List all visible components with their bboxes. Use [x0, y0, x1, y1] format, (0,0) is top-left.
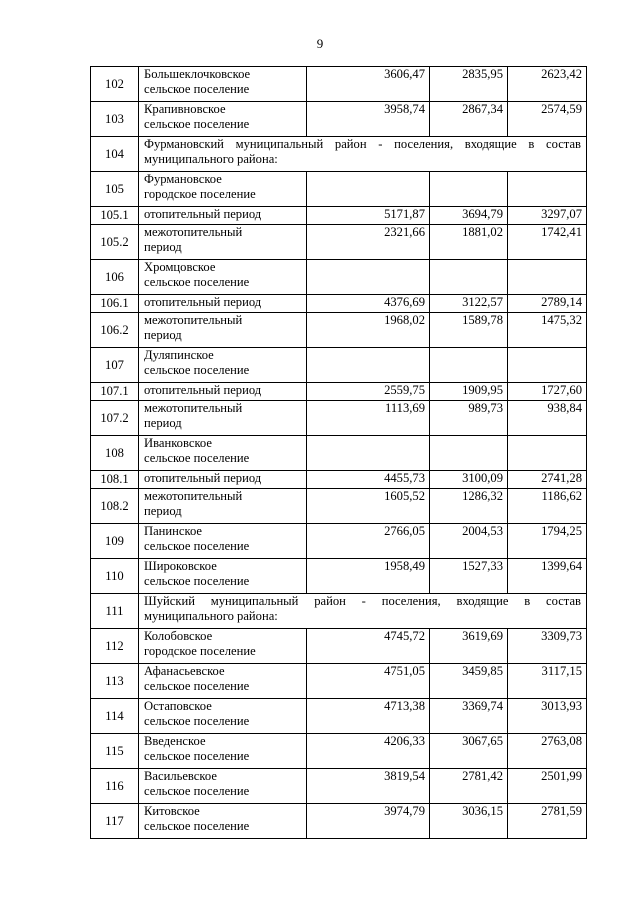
settlement-name-line: межотопительный: [144, 313, 243, 327]
settlement-name: [139, 804, 307, 839]
settlement-name-line: Остаповское: [144, 699, 212, 713]
district-heading: Шуйский муниципальный район - поселения, входящие в состав муниципального района:: [139, 594, 587, 629]
row-number: 117: [91, 804, 139, 839]
settlement-name-line: Колобовское: [144, 629, 213, 643]
table-row: [91, 559, 587, 594]
value-col-2: [430, 348, 508, 383]
row-number: 107: [91, 348, 139, 383]
settlement-name-line: сельское поселение: [144, 363, 250, 377]
value-col-2: 2004,53: [430, 524, 508, 559]
settlement-name-line: сельское поселение: [144, 275, 250, 289]
table-row: [91, 225, 587, 260]
value-col-3: 2741,28: [508, 471, 587, 489]
value-col-1: 3819,54: [307, 769, 430, 804]
value-col-2: 3100,09: [430, 471, 508, 489]
settlement-name: [139, 260, 307, 295]
settlement-name: [139, 664, 307, 699]
value-col-3: 1727,60: [508, 383, 587, 401]
value-col-3: 3297,07: [508, 207, 587, 225]
settlement-name-line: Иванковское: [144, 436, 212, 450]
value-col-2: 3459,85: [430, 664, 508, 699]
settlement-name: [139, 436, 307, 471]
value-col-1: 4455,73: [307, 471, 430, 489]
settlement-name-line: Введенское: [144, 734, 206, 748]
value-col-1: 4751,05: [307, 664, 430, 699]
settlement-name-line: сельское поселение: [144, 714, 250, 728]
settlement-name-line: период: [144, 416, 182, 430]
value-col-1: 2559,75: [307, 383, 430, 401]
row-number: 115: [91, 734, 139, 769]
row-number: 106.1: [91, 295, 139, 313]
value-col-1: 4376,69: [307, 295, 430, 313]
row-number: 109: [91, 524, 139, 559]
value-col-3: 2574,59: [508, 102, 587, 137]
settlement-name-line: Панинское: [144, 524, 203, 538]
table-row: [91, 489, 587, 524]
value-col-3: 1399,64: [508, 559, 587, 594]
value-col-2: 1527,33: [430, 559, 508, 594]
value-col-3: 3117,15: [508, 664, 587, 699]
table-body: [91, 67, 587, 839]
row-number: 106: [91, 260, 139, 295]
settlement-name-line: межотопительный: [144, 401, 243, 415]
settlement-name-line: межотопительный: [144, 225, 243, 239]
row-number: 114: [91, 699, 139, 734]
table-row: [91, 594, 587, 629]
table-row: [91, 734, 587, 769]
value-col-2: 2867,34: [430, 102, 508, 137]
value-col-2: [430, 172, 508, 207]
table-row: [91, 137, 587, 172]
settlement-name: [139, 699, 307, 734]
settlement-name-line: Хромцовское: [144, 260, 216, 274]
value-col-1: 4206,33: [307, 734, 430, 769]
value-col-1: 4745,72: [307, 629, 430, 664]
settlement-name: [139, 172, 307, 207]
value-col-1: [307, 436, 430, 471]
settlement-name: [139, 225, 307, 260]
value-col-2: 3036,15: [430, 804, 508, 839]
row-number: 116: [91, 769, 139, 804]
value-col-2: 3369,74: [430, 699, 508, 734]
value-col-2: 1909,95: [430, 383, 508, 401]
row-number: 108.1: [91, 471, 139, 489]
value-col-1: 2321,66: [307, 225, 430, 260]
row-number: 113: [91, 664, 139, 699]
settlement-name-line: городское поселение: [144, 644, 256, 658]
table-row: [91, 769, 587, 804]
value-col-1: 3606,47: [307, 67, 430, 102]
table-row: [91, 260, 587, 295]
table-row: [91, 664, 587, 699]
value-col-2: [430, 436, 508, 471]
value-col-3: 1794,25: [508, 524, 587, 559]
page-number: 9: [316, 36, 324, 51]
value-col-1: 4713,38: [307, 699, 430, 734]
settlement-name-line: Китовское: [144, 804, 200, 818]
table-row: [91, 207, 587, 225]
row-number: 107.2: [91, 401, 139, 436]
value-col-3: 2781,59: [508, 804, 587, 839]
value-col-3: 3013,93: [508, 699, 587, 734]
value-col-1: [307, 260, 430, 295]
value-col-2: 3122,57: [430, 295, 508, 313]
settlement-name-line: период: [144, 240, 182, 254]
row-number: 108.2: [91, 489, 139, 524]
settlement-name-line: Крапивновское: [144, 102, 226, 116]
value-col-3: 3309,73: [508, 629, 587, 664]
settlement-name-line: период: [144, 504, 182, 518]
settlement-name-line: сельское поселение: [144, 749, 250, 763]
value-col-3: 2763,08: [508, 734, 587, 769]
value-col-1: 3974,79: [307, 804, 430, 839]
settlement-name-line: Фурмановское: [144, 172, 222, 186]
settlement-name: [139, 734, 307, 769]
settlement-name-line: отопительный период: [144, 471, 262, 485]
value-col-3: [508, 260, 587, 295]
settlement-name-line: Широковское: [144, 559, 217, 573]
settlement-name-line: сельское поселение: [144, 117, 250, 131]
value-col-1: [307, 172, 430, 207]
value-col-3: 1186,62: [508, 489, 587, 524]
settlement-name-line: сельское поселение: [144, 819, 250, 833]
table-row: [91, 524, 587, 559]
table-row: [91, 295, 587, 313]
settlement-name: [139, 67, 307, 102]
settlement-name-line: период: [144, 328, 182, 342]
value-col-2: [430, 260, 508, 295]
settlement-name: [139, 383, 307, 401]
row-number: 107.1: [91, 383, 139, 401]
table-row: [91, 67, 587, 102]
settlement-name-line: сельское поселение: [144, 574, 250, 588]
value-col-3: 1475,32: [508, 313, 587, 348]
row-number: 102: [91, 67, 139, 102]
value-col-1: 3958,74: [307, 102, 430, 137]
value-col-2: 3067,65: [430, 734, 508, 769]
settlement-name: [139, 559, 307, 594]
row-number: 105.2: [91, 225, 139, 260]
value-col-1: 1605,52: [307, 489, 430, 524]
value-col-3: 1742,41: [508, 225, 587, 260]
table-row: [91, 383, 587, 401]
row-number: 112: [91, 629, 139, 664]
table-row: [91, 699, 587, 734]
value-col-2: 1286,32: [430, 489, 508, 524]
value-col-1: 2766,05: [307, 524, 430, 559]
table-row: [91, 629, 587, 664]
table-row: [91, 436, 587, 471]
value-col-2: 2781,42: [430, 769, 508, 804]
row-number: 106.2: [91, 313, 139, 348]
table-row: [91, 313, 587, 348]
settlement-name-line: сельское поселение: [144, 679, 250, 693]
settlement-name: [139, 629, 307, 664]
table-row: [91, 804, 587, 839]
settlement-name-line: отопительный период: [144, 207, 262, 221]
settlement-name-line: Дуляпинское: [144, 348, 214, 362]
value-col-3: [508, 436, 587, 471]
value-col-3: 2789,14: [508, 295, 587, 313]
value-col-3: [508, 172, 587, 207]
settlement-name-line: отопительный период: [144, 383, 262, 397]
settlement-name-line: Большеклочковское: [144, 67, 251, 81]
row-number: 104: [91, 137, 139, 172]
value-col-1: [307, 348, 430, 383]
table-row: [91, 102, 587, 137]
settlement-name: [139, 207, 307, 225]
table-row: [91, 348, 587, 383]
value-col-2: 1589,78: [430, 313, 508, 348]
district-heading: Фурмановский муниципальный район - поселения, входящие в состав муниципального района:: [139, 137, 587, 172]
row-number: 111: [91, 594, 139, 629]
settlement-name: [139, 295, 307, 313]
settlement-name-line: сельское поселение: [144, 539, 250, 553]
value-col-1: 1113,69: [307, 401, 430, 436]
value-col-2: 3694,79: [430, 207, 508, 225]
settlement-name: [139, 489, 307, 524]
settlement-name-line: отопительный период: [144, 295, 262, 309]
value-col-2: 989,73: [430, 401, 508, 436]
row-number: 105: [91, 172, 139, 207]
settlement-name: [139, 348, 307, 383]
value-col-3: 2501,99: [508, 769, 587, 804]
value-col-2: 3619,69: [430, 629, 508, 664]
settlement-name: [139, 524, 307, 559]
table-row: [91, 172, 587, 207]
settlement-name-line: межотопительный: [144, 489, 243, 503]
settlement-name-line: Афанасьевское: [144, 664, 225, 678]
value-col-2: 2835,95: [430, 67, 508, 102]
settlement-name-line: сельское поселение: [144, 82, 250, 96]
settlement-name: [139, 102, 307, 137]
settlement-name: [139, 471, 307, 489]
settlement-name-line: городское поселение: [144, 187, 256, 201]
settlement-name-line: сельское поселение: [144, 451, 250, 465]
settlement-name-line: сельское поселение: [144, 784, 250, 798]
table-row: [91, 401, 587, 436]
value-col-1: 1958,49: [307, 559, 430, 594]
row-number: 105.1: [91, 207, 139, 225]
value-col-1: 1968,02: [307, 313, 430, 348]
value-col-3: 2623,42: [508, 67, 587, 102]
row-number: 110: [91, 559, 139, 594]
table-row: [91, 471, 587, 489]
settlement-name: [139, 313, 307, 348]
value-col-1: 5171,87: [307, 207, 430, 225]
row-number: 108: [91, 436, 139, 471]
settlement-name: [139, 769, 307, 804]
value-col-3: [508, 348, 587, 383]
tariff-table: [90, 66, 587, 839]
settlement-name-line: Васильевское: [144, 769, 217, 783]
value-col-3: 938,84: [508, 401, 587, 436]
value-col-2: 1881,02: [430, 225, 508, 260]
row-number: 103: [91, 102, 139, 137]
settlement-name: [139, 401, 307, 436]
